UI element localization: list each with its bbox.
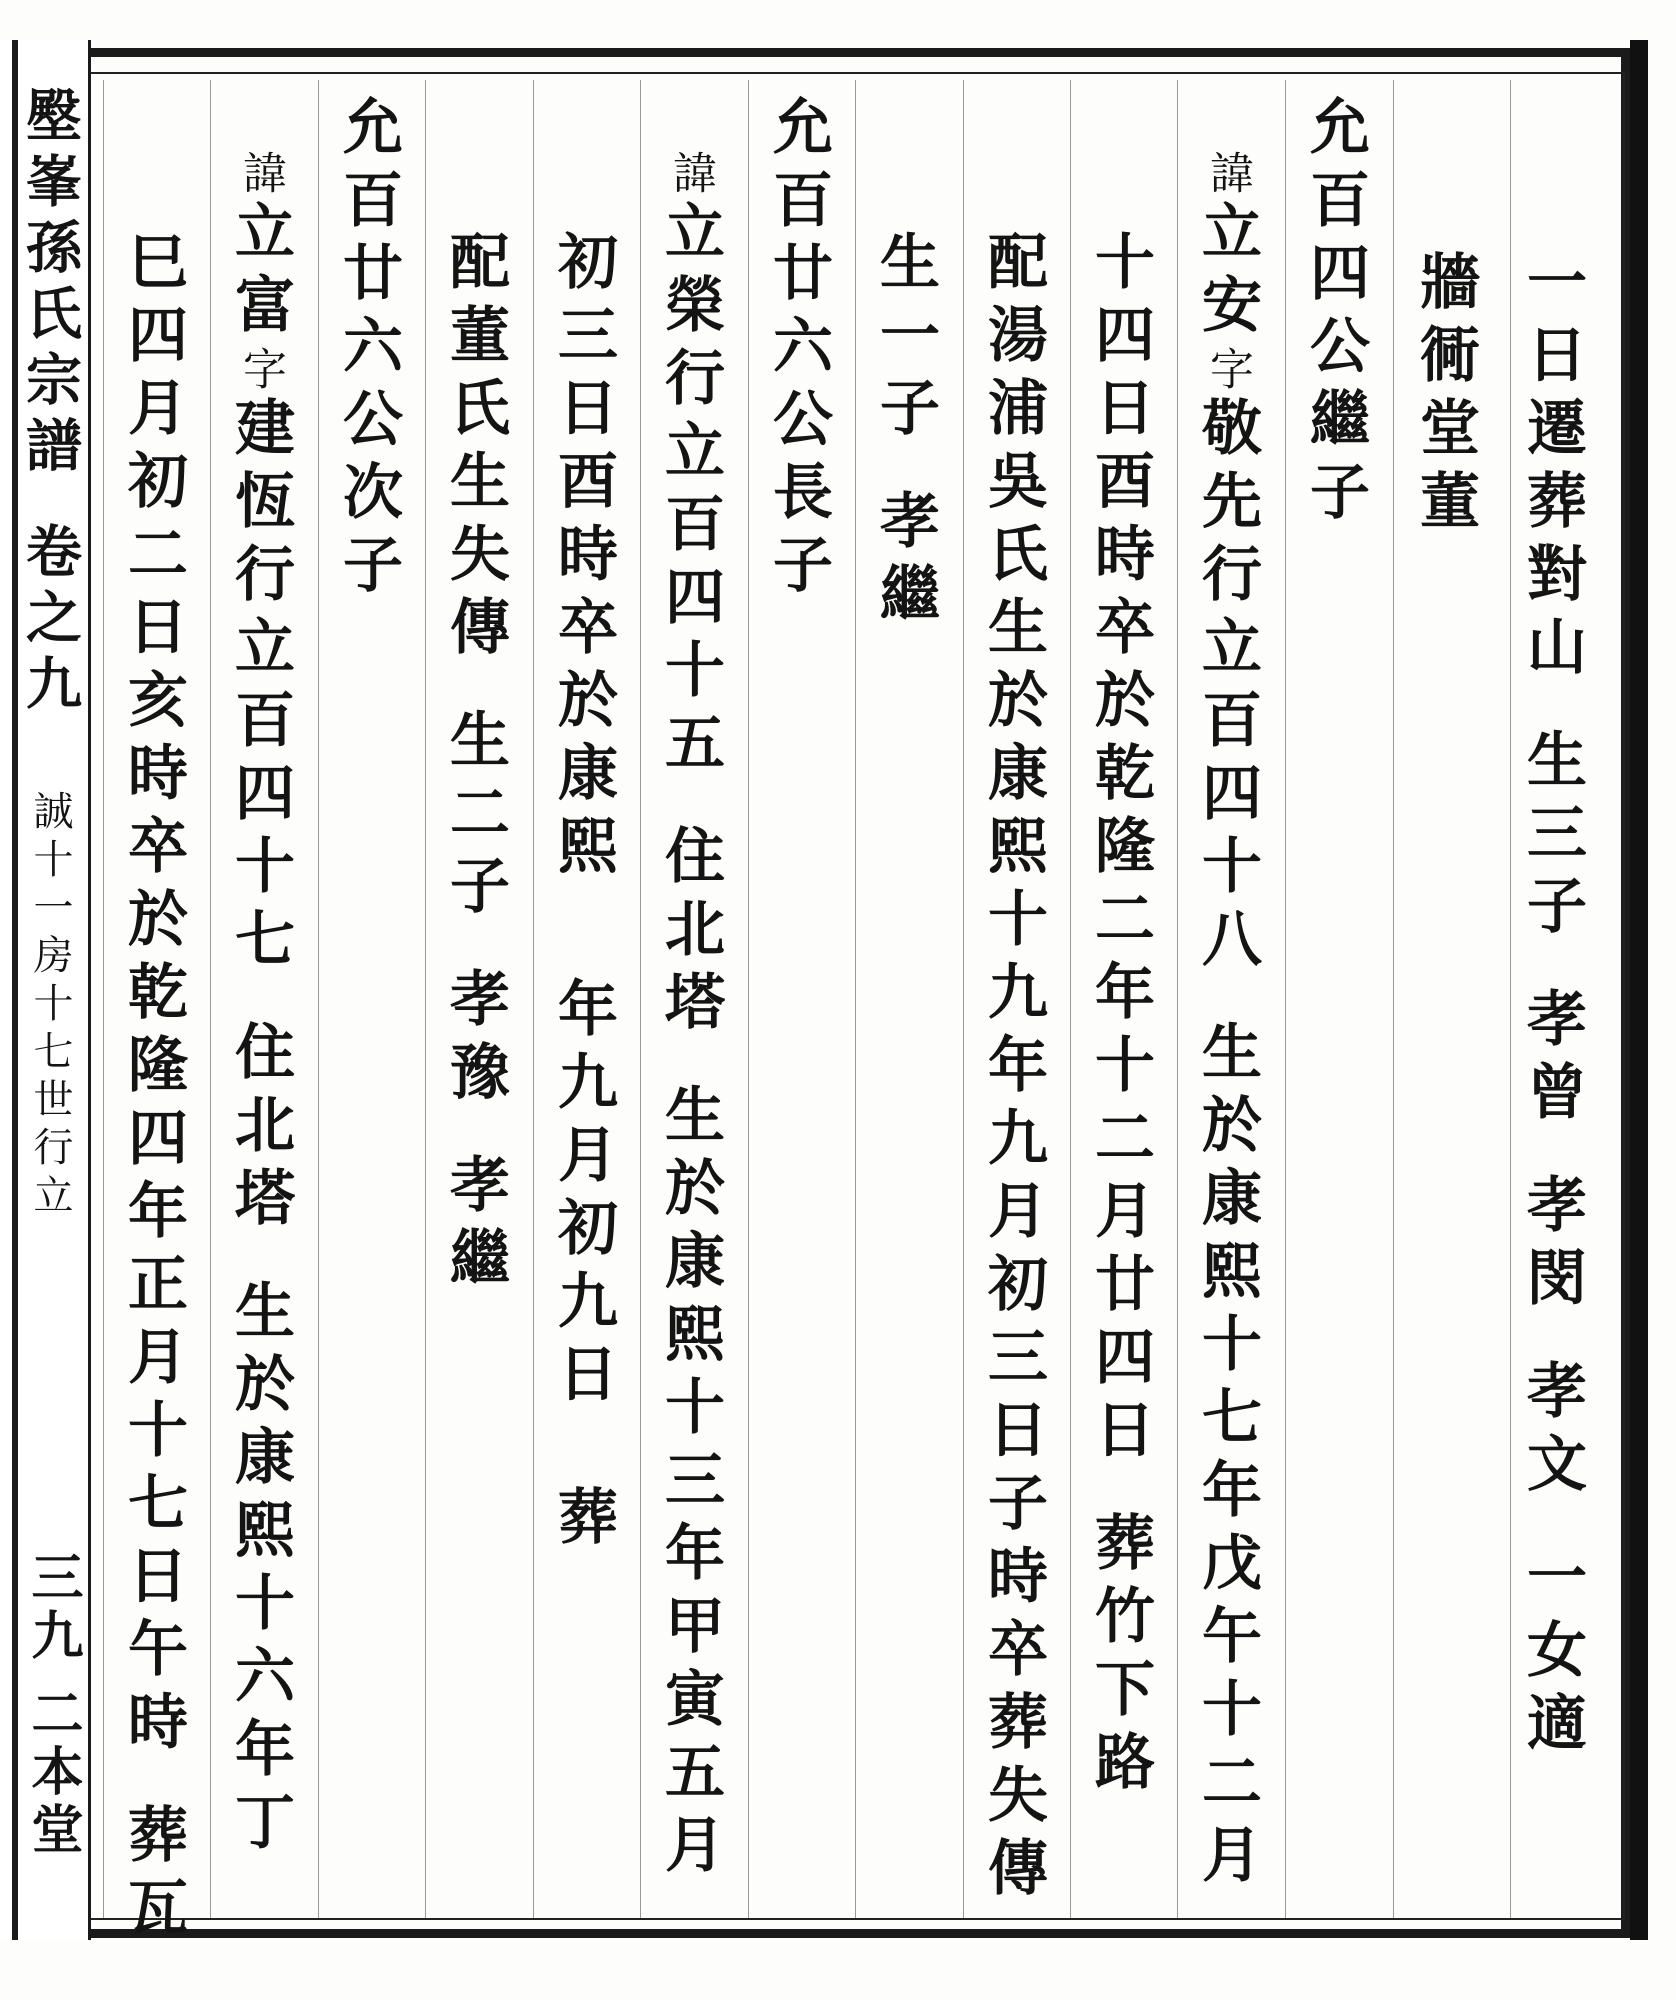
text-column-10	[548, 230, 618, 1558]
column-text: 一日遷葬對山	[1517, 250, 1587, 688]
text-column-13	[225, 150, 295, 1863]
column-text: 孝閔	[1517, 1173, 1587, 1319]
column-text: 巳四月初二日亥時卒於乾隆四年正月十七日午時	[118, 230, 188, 1763]
spine-footer	[22, 1550, 83, 1860]
column-rule	[1177, 80, 1178, 1918]
volume-label: 卷之九	[17, 522, 83, 720]
column-text: 葬	[548, 1485, 618, 1558]
column-text: 葬竹下路	[1085, 1511, 1155, 1803]
column-text: 年九月初九日	[548, 977, 618, 1415]
text-column-11	[440, 230, 510, 1299]
column-text: 諱	[665, 150, 716, 200]
column-text: 立富	[225, 200, 295, 346]
column-text: 允百廿六公次子	[333, 95, 403, 606]
column-text: 字	[235, 346, 286, 396]
text-column-5	[1085, 230, 1155, 1803]
column-text: 敬先行立百四十八	[1192, 396, 1262, 980]
column-rule	[103, 80, 104, 1918]
column-rule	[210, 80, 211, 1918]
column-text: 孝豫	[440, 967, 510, 1113]
column-text: 一女適	[1517, 1545, 1587, 1764]
column-text: 配董氏生失傳	[440, 230, 510, 668]
text-column-2	[1410, 250, 1480, 542]
hall-name: 二本堂	[22, 1686, 83, 1860]
column-rule	[1510, 80, 1511, 1918]
text-column-12	[333, 95, 403, 606]
column-text: 字	[1202, 346, 1253, 396]
column-text: 立安	[1192, 200, 1262, 346]
column-text: 允百廿六公長子	[763, 95, 833, 606]
column-text: 住北塔	[225, 1020, 295, 1239]
right-edge	[1630, 40, 1648, 1940]
column-text: 初三日酉時卒於康熙	[548, 230, 618, 887]
text-column-14	[118, 230, 188, 1949]
genealogy-title: 壂峯孫氏宗譜	[17, 86, 83, 482]
text-column-6	[978, 230, 1048, 1909]
text-column-7	[870, 230, 940, 635]
column-text: 允百四公繼子	[1300, 95, 1370, 533]
page-number: 三九	[22, 1550, 83, 1666]
column-rule	[318, 80, 319, 1918]
column-rule	[963, 80, 964, 1918]
column-text: 諱	[1202, 150, 1253, 200]
column-text: 配湯浦吳氏生於康熙十九年九月初三日子時卒葬失傳	[978, 230, 1048, 1909]
text-column-1	[1517, 250, 1587, 1764]
text-column-3	[1300, 95, 1370, 533]
spine-section: 誠十一房十七世行立	[27, 790, 73, 1222]
column-rule	[1393, 80, 1394, 1918]
column-text: 孝曾	[1517, 987, 1587, 1133]
column-rule	[533, 80, 534, 1918]
column-text: 立榮行立百四十五	[655, 200, 725, 784]
text-column-8	[763, 95, 833, 606]
column-rule	[640, 80, 641, 1918]
column-rule	[855, 80, 856, 1918]
column-text: 生於康熙十六年丁	[225, 1279, 295, 1863]
column-rule	[1070, 80, 1071, 1918]
column-rule	[1285, 80, 1286, 1918]
column-text: 孝繼	[870, 489, 940, 635]
column-text: 建恆行立百四十七	[225, 396, 295, 980]
column-text: 諱	[235, 150, 286, 200]
column-text: 孝文	[1517, 1359, 1587, 1505]
column-rule	[425, 80, 426, 1918]
column-text: 住北塔	[655, 824, 725, 1043]
column-text: 葬瓦	[118, 1803, 188, 1949]
column-text: 牆衕堂董	[1410, 250, 1480, 542]
column-text: 十四日酉時卒於乾隆二年十二月廿四日	[1085, 230, 1155, 1471]
column-text: 生於康熙十七年戊午十二月	[1192, 1020, 1262, 1896]
text-column-4	[1192, 150, 1262, 1896]
spine-title	[17, 86, 83, 720]
column-text: 孝繼	[440, 1153, 510, 1299]
column-rule	[748, 80, 749, 1918]
column-text: 生一子	[870, 230, 940, 449]
column-text: 生二子	[440, 708, 510, 927]
column-text: 生於康熙十三年甲寅五月	[655, 1083, 725, 1886]
column-text: 生三子	[1517, 728, 1587, 947]
text-column-9	[655, 150, 725, 1886]
